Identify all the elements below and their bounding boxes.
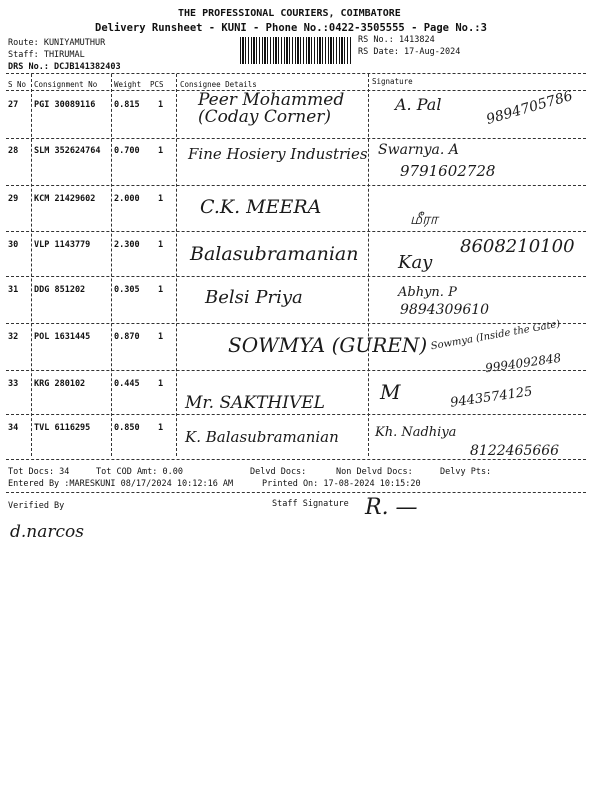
row-divider <box>6 231 586 232</box>
row-weight: 0.870 <box>114 332 140 342</box>
column-divider <box>368 74 369 456</box>
col-sno: S No <box>8 80 27 89</box>
verified-by-signature: d.narcos <box>10 522 84 542</box>
barcode <box>240 37 352 64</box>
consignee-handwriting: SOWMYA (GUREN) <box>228 333 428 357</box>
receiver-signature: A. Pal <box>395 95 442 114</box>
receiver-phone: 8608210100 <box>460 236 575 257</box>
receiver-signature: M <box>380 380 401 404</box>
row-weight: 0.445 <box>114 379 140 389</box>
entered-by: Entered By :MARESKUNI 08/17/2024 10:12:16 AM <box>8 479 234 489</box>
row-weight: 0.700 <box>114 146 140 156</box>
consignee-handwriting: Belsi Priya <box>205 287 303 308</box>
delivery-points: Delvy Pts: <box>440 467 492 477</box>
non-delivered-docs: Non Delvd Docs: <box>336 467 413 477</box>
row-sno: 32 <box>8 332 19 342</box>
receiver-phone: 9894309610 <box>400 302 490 318</box>
column-divider <box>111 74 112 456</box>
receiver-phone: 9994092848 <box>484 350 562 376</box>
row-consignment: KCM 21429602 <box>34 194 96 204</box>
row-sno: 33 <box>8 379 19 389</box>
consignee-handwriting: Balasubramanian <box>190 243 359 265</box>
row-divider <box>6 276 586 277</box>
receiver-signature: Sowmya (Inside the Gate) <box>430 318 562 353</box>
verified-by-label: Verified By <box>8 501 65 511</box>
printed-on: Printed On: 17-08-2024 10:15:20 <box>262 479 421 489</box>
row-divider <box>6 323 586 324</box>
col-consignee-details: Consignee Details <box>180 80 257 89</box>
row-pcs: 1 <box>158 194 164 204</box>
row-divider <box>6 138 586 139</box>
row-sno: 34 <box>8 423 19 433</box>
drs-number: DRS No.: DCJB141382403 <box>8 62 121 72</box>
consignee-handwriting: K. Balasubramanian <box>185 428 339 446</box>
runsheet-subtitle: Delivery Runsheet - KUNI - Phone No.:0422-3505555 - Page No.:3 <box>95 22 487 34</box>
row-weight: 2.300 <box>114 240 140 250</box>
receiver-phone: 9443574125 <box>449 384 534 411</box>
row-divider <box>6 185 586 186</box>
column-divider <box>31 74 32 456</box>
row-pcs: 1 <box>158 285 164 295</box>
row-sno: 30 <box>8 240 19 250</box>
row-weight: 0.850 <box>114 423 140 433</box>
rs-date: RS Date: 17-Aug-2024 <box>358 47 461 57</box>
row-consignment: PGI 30089116 <box>34 100 96 110</box>
consignee-handwriting: Fine Hosiery Industries <box>188 145 368 163</box>
row-consignment: VLP 1143779 <box>34 240 91 250</box>
receiver-signature: Kh. Nadhiya <box>375 425 457 440</box>
delivered-docs: Delvd Docs: <box>250 467 307 477</box>
col-weight: Weight <box>114 80 142 89</box>
row-consignment: SLM 352624764 <box>34 146 101 156</box>
column-divider <box>176 74 177 456</box>
staff-text: Staff: THIRUMAL <box>8 50 85 60</box>
receiver-phone: 9791602728 <box>400 162 496 180</box>
row-pcs: 1 <box>158 146 164 156</box>
row-pcs: 1 <box>158 100 164 110</box>
row-divider <box>6 414 586 415</box>
rs-number: RS No.: 1413824 <box>358 35 435 45</box>
receiver-phone: 8122465666 <box>470 443 560 459</box>
receiver-signature: Kay <box>398 252 433 273</box>
row-sno: 28 <box>8 146 19 156</box>
row-sno: 27 <box>8 100 19 110</box>
row-consignment: POL 1631445 <box>34 332 91 342</box>
row-divider <box>6 370 586 371</box>
row-sno: 29 <box>8 194 19 204</box>
col-pcs: PCS <box>150 80 164 89</box>
row-weight: 0.815 <box>114 100 140 110</box>
row-pcs: 1 <box>158 423 164 433</box>
row-weight: 0.305 <box>114 285 140 295</box>
consignee-handwriting: Mr. SAKTHIVEL <box>185 393 325 413</box>
row-pcs: 1 <box>158 379 164 389</box>
consignee-handwriting: C.K. MEERA <box>200 196 322 218</box>
row-consignment: TVL 6116295 <box>34 423 91 433</box>
total-cod-amount: Tot COD Amt: 0.00 <box>96 467 183 477</box>
receiver-phone: 9894705786 <box>484 88 575 128</box>
route-text: Route: KUNIYAMUTHUR <box>8 38 106 48</box>
row-consignment: KRG 280102 <box>34 379 86 389</box>
staff-signature-mark: R. — <box>365 495 418 520</box>
row-sno: 31 <box>8 285 19 295</box>
total-docs: Tot Docs: 34 <box>8 467 70 477</box>
receiver-signature: மீரா <box>410 210 438 228</box>
receiver-signature: Swarnya. A <box>378 142 459 158</box>
row-pcs: 1 <box>158 240 164 250</box>
col-signature: Signature <box>372 77 413 86</box>
col-consignment: Consignment No <box>34 80 98 89</box>
row-divider <box>6 459 586 460</box>
row-weight: 2.000 <box>114 194 140 204</box>
divider <box>6 492 586 493</box>
company-title: THE PROFESSIONAL COURIERS, COIMBATORE <box>178 8 401 19</box>
receiver-signature: Abhyn. P <box>398 285 457 300</box>
row-consignment: DDG 851202 <box>34 285 86 295</box>
consignee-handwriting: Peer Mohammed (Coday Corner) <box>198 90 345 127</box>
divider <box>6 73 586 74</box>
staff-signature-label: Staff Signature <box>272 499 349 509</box>
row-pcs: 1 <box>158 332 164 342</box>
